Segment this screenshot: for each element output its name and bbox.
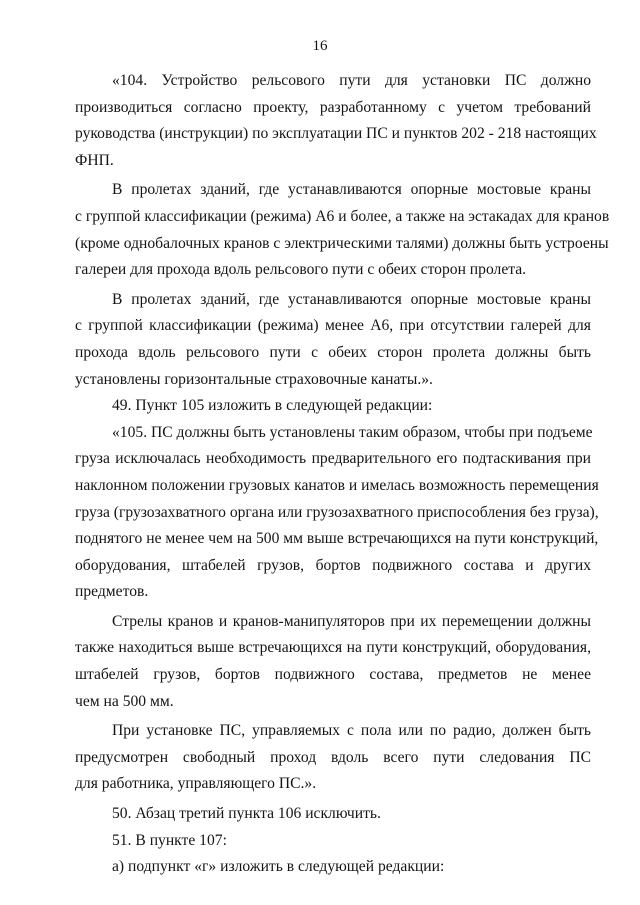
text-line: наклонном положении грузовых канатов и имелась возможность перемещения (75, 476, 599, 494)
paragraph-galleries (75, 177, 610, 283)
text-line: Стрелы кранов и кранов-манипуляторов при их перемещении должны (112, 612, 591, 630)
document-body (75, 68, 610, 881)
text-line: (кроме однобалочных кранов с электрическими талями) должны быть устроены (75, 234, 609, 252)
text-line: ФНП. (75, 151, 114, 169)
text-line: предусмотрен свободный проход вдоль всего пути следования ПС (75, 748, 591, 766)
text-line: груза исключалась необходимость предварительного его подтаскивания при (75, 450, 591, 468)
paragraph-subitem-g (75, 854, 591, 881)
text-line: производиться согласно проекту, разработанному с учетом требований (75, 98, 591, 116)
text-line: оборудования, штабелей грузов, бортов подвижного состава и других (75, 556, 591, 574)
text-line: В пролетах зданий, где устанавливаются опорные мостовые краны (112, 181, 591, 199)
paragraph-105 (75, 420, 599, 606)
text-line: с группой классификации (режима) менее А6, при отсутствии галерей для (75, 317, 591, 335)
paragraph-item-50 (75, 801, 591, 828)
text-line: установлены горизонтальные страховочные канаты.». (75, 370, 433, 388)
text-line: штабелей грузов, бортов подвижного состава, предметов не менее (75, 666, 591, 684)
paragraph-booms (75, 609, 591, 715)
text-line: руководства (инструкции) по эксплуатации ПС и пунктов 202 - 218 настоящих (75, 125, 597, 143)
text-line: В пролетах зданий, где устанавливаются опорные мостовые краны (112, 290, 591, 308)
text-line: «105. ПС должны быть установлены таким образом, чтобы при подъеме (112, 423, 593, 441)
paragraph-item-49 (75, 393, 591, 420)
text-line: поднятого не менее чем на 500 мм выше встречающихся на пути конструкций, (75, 530, 599, 548)
text-line: груза (грузозахватного органа или грузозахватного приспособления без груза), (75, 503, 599, 521)
text-line: При установке ПС, управляемых с пола или по радио, должен быть (112, 722, 591, 740)
page-number: 16 (312, 38, 328, 54)
text-line: также находиться выше встречающихся на пути конструкций, оборудования, (75, 639, 591, 657)
text-line: 50. Абзац третий пункта 106 исключить. (112, 805, 381, 823)
text-line: чем на 500 мм. (75, 692, 174, 710)
text-line: «104. Устройство рельсового пути для установки ПС должно (112, 72, 591, 89)
paragraph-item-51 (75, 828, 591, 855)
text-line: для работника, управляющего ПС.». (75, 775, 317, 793)
text-line: 51. В пункте 107: (112, 831, 227, 849)
paragraph-safety-ropes (75, 287, 591, 393)
text-line: галереи для прохода вдоль рельсового пути с обеих сторон пролета. (75, 261, 527, 279)
text-line: 49. Пункт 105 изложить в следующей редакции: (112, 397, 433, 415)
text-line: предметов. (75, 583, 149, 601)
text-line: с группой классификации (режима) А6 и более, а также на эстакадах для кранов (75, 207, 610, 225)
paragraph-104 (75, 68, 597, 174)
paragraph-floor-control (75, 718, 591, 798)
text-line: прохода вдоль рельсового пути с обеих сторон пролета должны быть (75, 343, 591, 361)
text-line: а) подпункт «г» изложить в следующей редакции: (112, 858, 445, 876)
